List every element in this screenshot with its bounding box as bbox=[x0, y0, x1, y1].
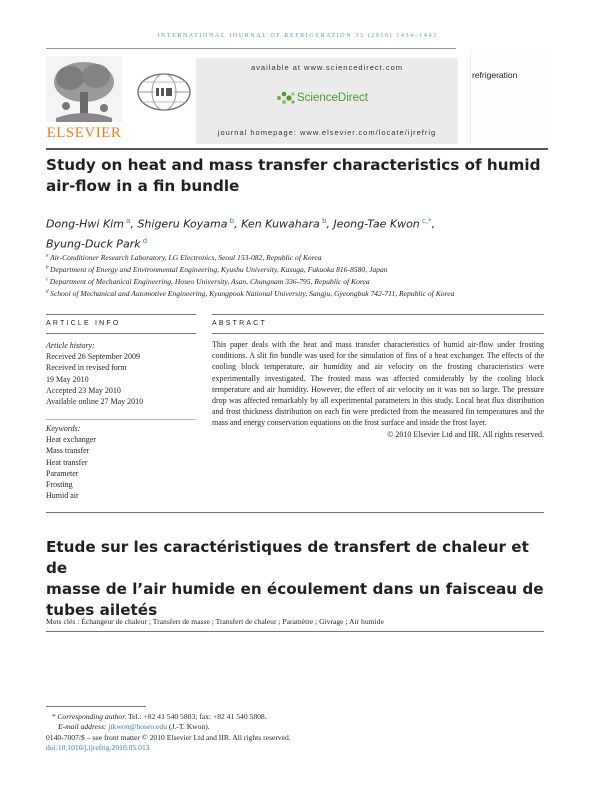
history-label: Article history: bbox=[46, 341, 95, 350]
history-item: Received in revised form bbox=[46, 363, 127, 373]
french-title bbox=[46, 537, 546, 621]
abstract-body bbox=[212, 339, 544, 440]
sciencedirect-brand: ScienceDirect bbox=[297, 92, 368, 104]
author-affil-mark: a bbox=[126, 217, 131, 225]
article-info-rule bbox=[46, 333, 196, 334]
header-bottom-rule bbox=[46, 148, 548, 150]
keywords-label: Keywords: bbox=[46, 424, 81, 433]
author-name: Dong-Hwi Kim bbox=[46, 217, 124, 231]
affiliation-text: Department of Mechanical Engineering, Hoseo University, Asan, Chungnam 336-795, Republic of Korea bbox=[49, 277, 370, 286]
author-name: Shigeru Koyama bbox=[137, 217, 228, 231]
affiliation-mark: c bbox=[46, 277, 49, 283]
author-affil-mark: b bbox=[321, 217, 327, 225]
article-history bbox=[46, 340, 196, 407]
author-affil-mark: d bbox=[142, 236, 148, 245]
keywords-rule bbox=[46, 419, 196, 420]
corresponding-contact: Tel.: +82 41 540 5803; fax: +82 41 540 5808. bbox=[126, 712, 267, 721]
author-affil-mark: c,* bbox=[422, 217, 432, 225]
history-item: Received 26 September 2009 bbox=[46, 352, 140, 362]
affiliation-text: Air-Conditioner Research Laboratory, LG Electronics, Seoul 153-082, Republic of Korea bbox=[50, 253, 322, 262]
author-name: Jeong-Tae Kwon bbox=[333, 217, 420, 231]
author-name: Ken Kuwahara bbox=[241, 217, 320, 231]
iifiir-logo bbox=[134, 70, 194, 114]
affiliation bbox=[46, 289, 566, 298]
email-suffix: (J.-T. Kwon). bbox=[167, 722, 210, 732]
footnote-rule bbox=[46, 706, 146, 707]
article-info-rule bbox=[46, 314, 196, 315]
available-at-text: available at www.sciencedirect.com bbox=[251, 63, 403, 72]
keyword: Frosting bbox=[46, 480, 73, 490]
affiliation bbox=[46, 265, 566, 274]
affiliation-mark: b bbox=[46, 265, 49, 271]
copyright-notice: © 2010 Elsevier Ltd and IIR. All rights reserved. bbox=[387, 429, 544, 439]
section-divider bbox=[46, 631, 544, 632]
email-link[interactable]: jtkwon@hoseo.edu bbox=[108, 722, 168, 732]
journal-cover-title: refrigeration bbox=[472, 70, 518, 80]
affiliation bbox=[46, 253, 566, 262]
keyword: Mass transfer bbox=[46, 446, 90, 456]
journal-running-title: INTERNATIONAL JOURNAL OF REFRIGERATION 33 (2010) 1434–1443 bbox=[157, 33, 438, 39]
email-label: E-mail address: bbox=[58, 722, 109, 732]
abstract-rule bbox=[212, 333, 544, 334]
sciencedirect-leaf-icon bbox=[274, 89, 296, 107]
keyword: Heat transfer bbox=[46, 457, 88, 467]
paper-title bbox=[46, 155, 546, 197]
keyword: Humid air bbox=[46, 491, 79, 501]
abstract-text: This paper deals with the heat and mass transfer characteristics of humid air-flow under frosting conditions. A slit fin bundle was used for the simulation of fins of a heat exchanger. The effects of the cooling block temperature, air humidity and air velocity on the frosting characteristics were experimentally investigated. The frosted mass was affected considerably by the cooling block temperature and air humidity. However, the effect of air velocity on it was not so large. The pressure drop was affected remarkably by all experimental parameters in this study. Local heat flux distribution and frost thickness distribution on each fin were predicted from the measured fin temperatures and the mass and energy conservation equations on the frost surface and inside the frost layer. bbox=[212, 340, 544, 428]
history-item: Accepted 23 May 2010 bbox=[46, 385, 121, 395]
section-divider bbox=[46, 512, 544, 513]
elsevier-wordmark: ELSEVIER bbox=[46, 125, 122, 141]
abstract-rule bbox=[212, 314, 544, 315]
keywords-block bbox=[46, 423, 196, 501]
abstract-heading: ABSTRACT bbox=[212, 320, 267, 327]
french-title-line: tubes ailetés bbox=[46, 601, 158, 619]
mots-cles: Mots clés : Échangeur de chaleur ; Transfert de masse ; Transfert de chaleur ; Paramètre ; Givrage ; Air humide bbox=[46, 617, 384, 626]
affiliation-text: Department of Energy and Environmental Engineering, Kyushu University, Kasuga, Fukuoka 816-8580, Japan bbox=[50, 265, 388, 274]
journal-cover-thumbnail bbox=[470, 50, 549, 144]
affiliation-mark: d bbox=[46, 289, 49, 295]
keyword: Heat exchanger bbox=[46, 435, 96, 445]
author-affil-mark: b bbox=[229, 217, 235, 225]
french-title-line: Etude sur les caractéristiques de transfert de chaleur et de bbox=[46, 538, 529, 577]
paper-title-line: air-flow in a fin bundle bbox=[46, 177, 240, 195]
journal-homepage-text: journal homepage: www.elsevier.com/locate/ijrefrig bbox=[217, 128, 437, 137]
article-info-heading: ARTICLE INFO bbox=[46, 320, 121, 327]
keyword: Parameter bbox=[46, 468, 79, 478]
paper-title-line: Study on heat and mass transfer characteristics of humid bbox=[46, 156, 541, 174]
history-item: 19 May 2010 bbox=[46, 374, 89, 384]
author-name: Byung-Duck Park bbox=[46, 237, 141, 251]
affiliation-mark: a bbox=[46, 253, 49, 259]
doi-link[interactable]: doi:10.1016/j.ijrefrig.2010.05.013 bbox=[46, 743, 150, 753]
affiliation-text: School of Mechanical and Automotive Engineering, Kyungpook National University, Sangju, Gyeongbuk 742-711, Republic of Korea bbox=[50, 289, 455, 298]
affiliation bbox=[46, 277, 566, 286]
french-title-line: masse de l’air humide en écoulement dans un faisceau de bbox=[46, 580, 544, 598]
author-list: Dong-Hwi Kim $^a$, Shigeru Koyama $^b$, Ken Kuwahara $^b$, Jeong-Tae Kwon $^{c,*}$, Byung-Duck Park $^d$ bbox=[46, 217, 436, 251]
corresponding-label: Corresponding author. bbox=[57, 712, 127, 721]
header-top-rule bbox=[46, 48, 456, 49]
footnotes bbox=[46, 712, 546, 754]
history-item: Available online 27 May 2010 bbox=[46, 397, 144, 407]
issn-line: 0140-7007/$ – see front matter © 2010 Elsevier Ltd and IIR. All rights reserved. bbox=[46, 732, 291, 742]
corresponding-mark: * bbox=[52, 712, 56, 721]
